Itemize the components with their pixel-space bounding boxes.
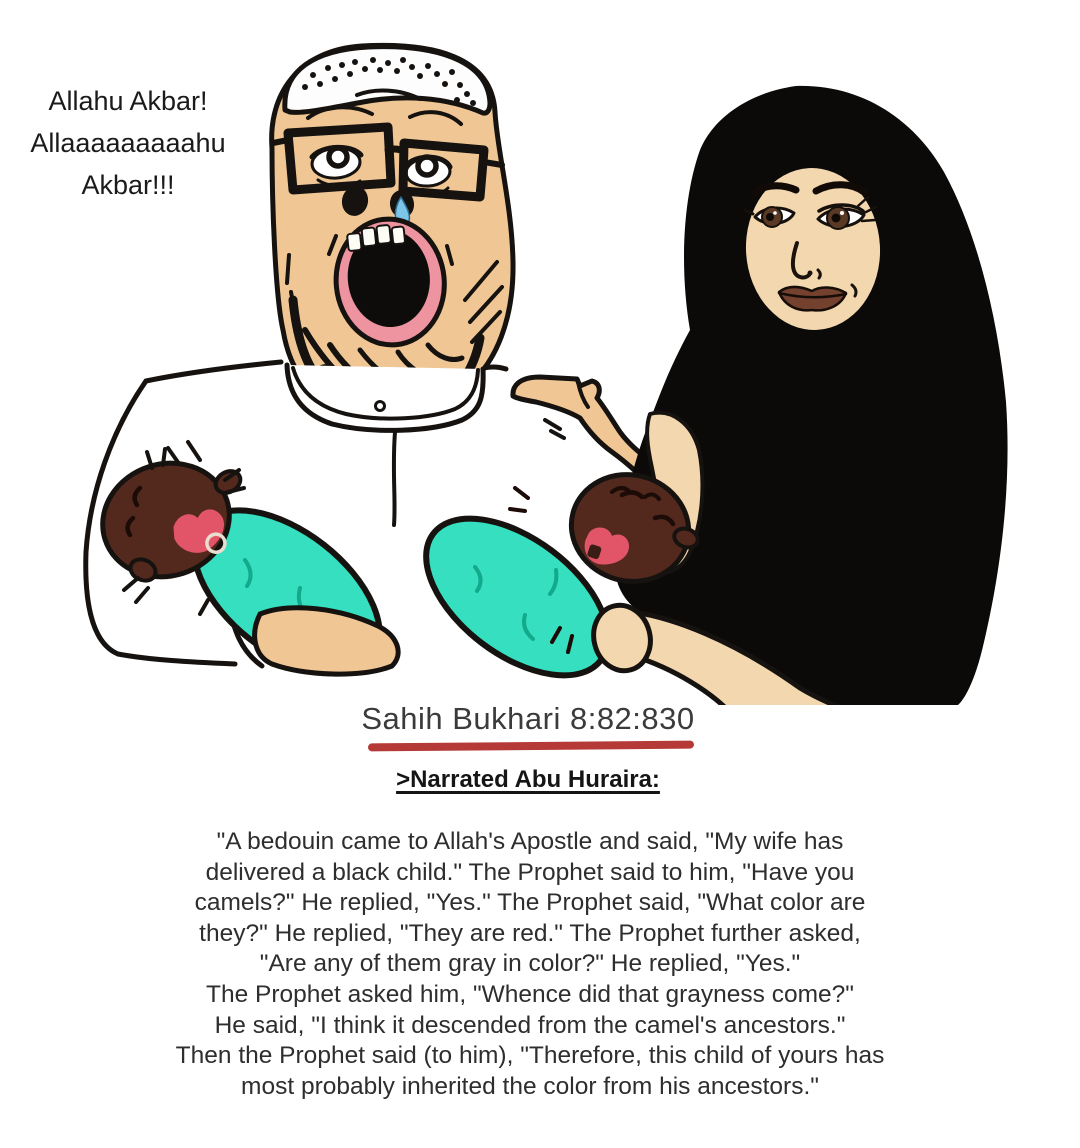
hadith-line: camels?" He replied, "Yes." The Prophet said, "What color are bbox=[194, 889, 866, 917]
speech-line: Allaaaaaaaaahu bbox=[30, 128, 226, 158]
hadith-line: He said, "I think it descended from the camel's ancestors." bbox=[214, 1011, 846, 1039]
baby-left bbox=[88, 447, 409, 705]
hadith-line: Then the Prophet said (to him), "Therefore, this child of yours has bbox=[175, 1042, 885, 1070]
thobe-collar bbox=[287, 365, 483, 430]
red-underline bbox=[368, 741, 694, 752]
citation-title: Sahih Bukhari 8:82:830 bbox=[361, 701, 695, 736]
hadith-line: "Are any of them gray in color?" He replied, "Yes." bbox=[259, 950, 801, 978]
hadith-line: "A bedouin came to Allah's Apostle and said, "My wife has bbox=[216, 828, 844, 855]
hadith-line: delivered a black child." The Prophet said to him, "Have you bbox=[205, 858, 855, 886]
speech-line: Akbar!!! bbox=[81, 170, 175, 200]
hadith-line: most probably inherited the color from his ancestors." bbox=[241, 1072, 819, 1100]
hadith-text bbox=[100, 827, 960, 1102]
narration-heading: >Narrated Abu Huraira: bbox=[396, 766, 660, 793]
hadith-line: The Prophet asked him, "Whence did that grayness come?" bbox=[206, 980, 854, 1008]
hadith-line: they?" He replied, "They are red." The Prophet further asked, bbox=[199, 919, 861, 947]
speech-line: Allahu Akbar! bbox=[48, 86, 208, 116]
hijabi-woman-figure bbox=[615, 86, 1007, 705]
